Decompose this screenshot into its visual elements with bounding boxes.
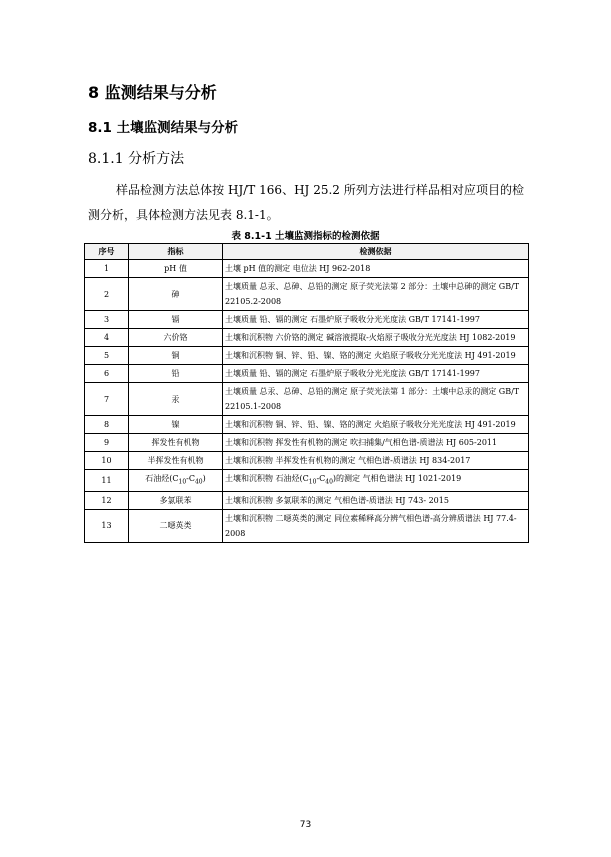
heading-section-8: 8 监测结果与分析: [88, 83, 217, 102]
cell-method: 土壤和沉积物 六价铬的测定 碱溶液提取-火焰原子吸收分光光度法 HJ 1082-2019: [223, 329, 529, 347]
cell-indicator: 铅: [129, 365, 223, 383]
heading-section-8-1: 8.1 土壤监测结果与分析: [88, 120, 239, 136]
table-row: [85, 509, 529, 542]
body-paragraph: 样品检测方法总体按 HJ/T 166、HJ 25.2 所列方法进行样品相对应项目的检测分析，具体检测方法见表 8.1-1。: [88, 183, 524, 222]
cell-no: 2: [85, 278, 129, 311]
table-row: [85, 416, 529, 434]
cell-no: 12: [85, 491, 129, 509]
cell-indicator: 多氯联苯: [129, 491, 223, 509]
cell-no: 10: [85, 452, 129, 470]
heading-section-8-1-1: 8.1.1 分析方法: [88, 151, 185, 167]
table-row: [85, 329, 529, 347]
cell-no: 8: [85, 416, 129, 434]
page-number: 73: [299, 820, 312, 830]
cell-method: 土壤质量 总汞、总砷、总铅的测定 原子荧光法第 2 部分：土壤中总砷的测定 GB/T 22105.2-2008: [223, 278, 529, 311]
cell-method: 土壤 pH 值的测定 电位法 HJ 962-2018: [223, 260, 529, 278]
cell-method: 土壤和沉积物 二噁英类的测定 同位素稀释高分辨气相色谱-高分辨质谱法 HJ 77.4-2008: [223, 509, 529, 542]
cell-indicator: 汞: [129, 383, 223, 416]
cell-method: 土壤和沉积物 多氯联苯的测定 气相色谱-质谱法 HJ 743- 2015: [223, 491, 529, 509]
table-row: [85, 278, 529, 311]
cell-indicator: 镉: [129, 311, 223, 329]
table-row: [85, 311, 529, 329]
table-row: [85, 452, 529, 470]
cell-method: 土壤和沉积物 铜、锌、铅、镍、铬的测定 火焰原子吸收分光光度法 HJ 491-2019: [223, 416, 529, 434]
header-indicator: 指标: [129, 244, 223, 260]
cell-no: 5: [85, 347, 129, 365]
cell-indicator: 六价铬: [129, 329, 223, 347]
cell-no: 3: [85, 311, 129, 329]
table-row: [85, 470, 529, 492]
table-row: [85, 434, 529, 452]
header-method: 检测依据: [223, 244, 529, 260]
table-caption: 表 8.1-1 土壤监测指标的检测依据: [231, 231, 380, 242]
header-no: 序号: [85, 244, 129, 260]
table-header-row: [85, 244, 529, 260]
cell-indicator: 二噁英类: [129, 509, 223, 542]
cell-no: 13: [85, 509, 129, 542]
cell-no: 6: [85, 365, 129, 383]
table-row: [85, 365, 529, 383]
cell-no: 4: [85, 329, 129, 347]
cell-no: 11: [85, 470, 129, 492]
cell-method: 土壤质量 铅、镉的测定 石墨炉原子吸收分光光度法 GB/T 17141-1997: [223, 365, 529, 383]
cell-indicator: 铜: [129, 347, 223, 365]
table-row: [85, 260, 529, 278]
cell-indicator: 半挥发性有机物: [129, 452, 223, 470]
cell-indicator: 挥发性有机物: [129, 434, 223, 452]
cell-indicator: 镍: [129, 416, 223, 434]
cell-indicator: 石油烃$(C_{10}-C_{40})$: [129, 470, 223, 492]
cell-no: 9: [85, 434, 129, 452]
cell-no: 7: [85, 383, 129, 416]
cell-method: 土壤质量 总汞、总砷、总铅的测定 原子荧光法第 1 部分：土壤中总汞的测定 GB/T 22105.1-2008: [223, 383, 529, 416]
cell-method: 土壤质量 铅、镉的测定 石墨炉原子吸收分光光度法 GB/T 17141-1997: [223, 311, 529, 329]
cell-indicator: pH 值: [129, 260, 223, 278]
table-row: [85, 491, 529, 509]
cell-method: 土壤和沉积物 石油烃$(C_{10}-C_{40})$的测定 气相色谱法 HJ 1021-2019: [223, 470, 529, 492]
table-row: [85, 383, 529, 416]
cell-indicator: 砷: [129, 278, 223, 311]
monitoring-methods-table: [84, 243, 529, 543]
cell-method: 土壤和沉积物 半挥发性有机物的测定 气相色谱-质谱法 HJ 834-2017: [223, 452, 529, 470]
cell-method: 土壤和沉积物 铜、锌、铅、镍、铬的测定 火焰原子吸收分光光度法 HJ 491-2019: [223, 347, 529, 365]
cell-no: 1: [85, 260, 129, 278]
cell-method: 土壤和沉积物 挥发性有机物的测定 吹扫捕集/气相色谱-质谱法 HJ 605-2011: [223, 434, 529, 452]
table-row: [85, 347, 529, 365]
